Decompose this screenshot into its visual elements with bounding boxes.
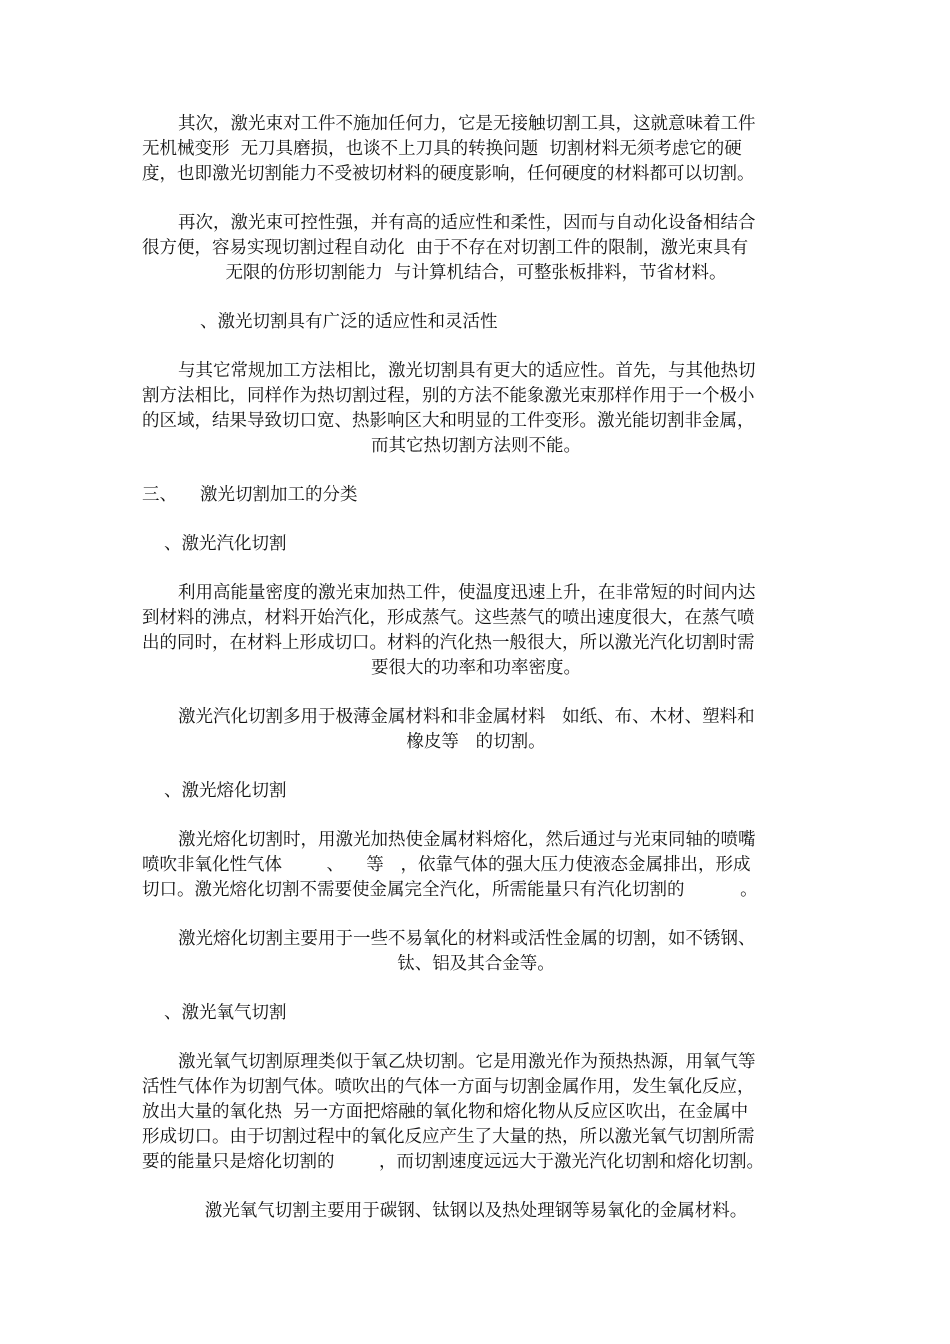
paragraph-oxygen-use xyxy=(142,1199,810,1224)
text-line: 切口。激光熔化切割不需要使金属完全汽化，所需能量只有汽化切割的 。 xyxy=(142,880,758,900)
paragraph-no-contact xyxy=(142,112,810,187)
text-line: 钛、铝及其合金等。 xyxy=(397,954,555,974)
paragraph-oxygen xyxy=(142,1050,810,1175)
text-line: 割方法相比，同样作为热切割过程，别的方法不能象激光束那样作用于一个极小 xyxy=(142,386,755,406)
text-line: 形成切口。由于切割过程中的氧化反应产生了大量的热，所以激光氧气切割所需 xyxy=(142,1127,755,1147)
text-line: 喷吹非氧化性气体 、 等 ，依靠气体的强大压力使液态金属排出，形成 xyxy=(142,855,751,875)
section-number: 三、 xyxy=(142,485,177,505)
text-line: 要很大的功率和功率密度。 xyxy=(371,658,581,678)
section-title: 激光切割加工的分类 xyxy=(200,485,358,505)
text-line: 激光熔化切割时，用激光加热使金属材料熔化，然后通过与光束同轴的喷嘴 xyxy=(178,830,756,850)
section-heading-classification xyxy=(142,483,810,508)
text-line: 激光氧气切割主要用于碳钢、钛钢以及热处理钢等易氧化的金属材料。 xyxy=(204,1201,748,1221)
text-line: 放出大量的氧化热 另一方面把熔融的氧化物和熔化物从反应区吹出，在金属中 xyxy=(142,1102,749,1122)
text-line: 的区域，结果导致切口宽、热影响区大和明显的工件变形。激光能切割非金属， xyxy=(142,411,755,431)
paragraph-vaporization xyxy=(142,581,810,681)
text-line: 利用高能量密度的激光束加热工件，使温度迅速上升，在非常短的时间内达 xyxy=(178,583,756,603)
paragraph-adaptability xyxy=(142,359,810,459)
text-line: 无限的仿形切割能力 与计算机结合，可整张板排料，节省材料。 xyxy=(225,263,727,283)
text-line: 出的同时，在材料上形成切口。材料的汽化热一般很大，所以激光汽化切割时需 xyxy=(142,633,755,653)
paragraph-melting xyxy=(142,828,810,903)
text-line: 要的能量只是熔化切割的 ，而切割速度远远大于激光汽化切割和熔化切割。 xyxy=(142,1152,764,1172)
paragraph-melting-use xyxy=(142,927,810,977)
subheading-adaptability: 、激光切割具有广泛的适应性和灵活性 xyxy=(200,312,498,332)
text-line: 无机械变形 无刀具磨损，也谈不上刀具的转换问题 切割材料无须考虑它的硬 xyxy=(142,139,742,159)
text-line: 度，也即激光切割能力不受被切材料的硬度影响，任何硬度的材料都可以切割。 xyxy=(142,164,755,184)
text-line: 激光熔化切割主要用于一些不易氧化的材料或活性金属的切割，如不锈钢、 xyxy=(178,929,756,949)
subheading-melting: 、激光熔化切割 xyxy=(164,781,287,801)
text-line: 活性气体作为切割气体。喷吹出的气体一方面与切割金属作用，发生氧化反应， xyxy=(142,1077,755,1097)
text-line: 而其它热切割方法则不能。 xyxy=(371,436,581,456)
subheading-oxygen: 、激光氧气切割 xyxy=(164,1003,287,1023)
paragraph-controllability xyxy=(142,211,810,286)
text-line: 再次，激光束可控性强，并有高的适应性和柔性，因而与自动化设备相结合 xyxy=(178,213,756,233)
text-line: 激光氧气切割原理类似于氧乙炔切割。它是用激光作为预热热源，用氧气等 xyxy=(178,1052,756,1072)
text-line: 与其它常规加工方法相比，激光切割具有更大的适应性。首先，与其他热切 xyxy=(178,361,756,381)
text-line: 橡皮等 的切割。 xyxy=(406,732,546,752)
subheading-vaporization: 、激光汽化切割 xyxy=(164,534,287,554)
text-line: 其次，激光束对工件不施加任何力，它是无接触切割工具，这就意味着工件 xyxy=(178,114,756,134)
text-line: 到材料的沸点，材料开始汽化，形成蒸气。这些蒸气的喷出速度很大，在蒸气喷 xyxy=(142,608,755,628)
text-line: 激光汽化切割多用于极薄金属材料和非金属材料 如纸、布、木材、塑料和 xyxy=(178,707,755,727)
text-line: 很方便，容易实现切割过程自动化 由于不存在对切割工件的限制，激光束具有 xyxy=(142,238,749,258)
paragraph-vaporization-use xyxy=(142,705,810,755)
